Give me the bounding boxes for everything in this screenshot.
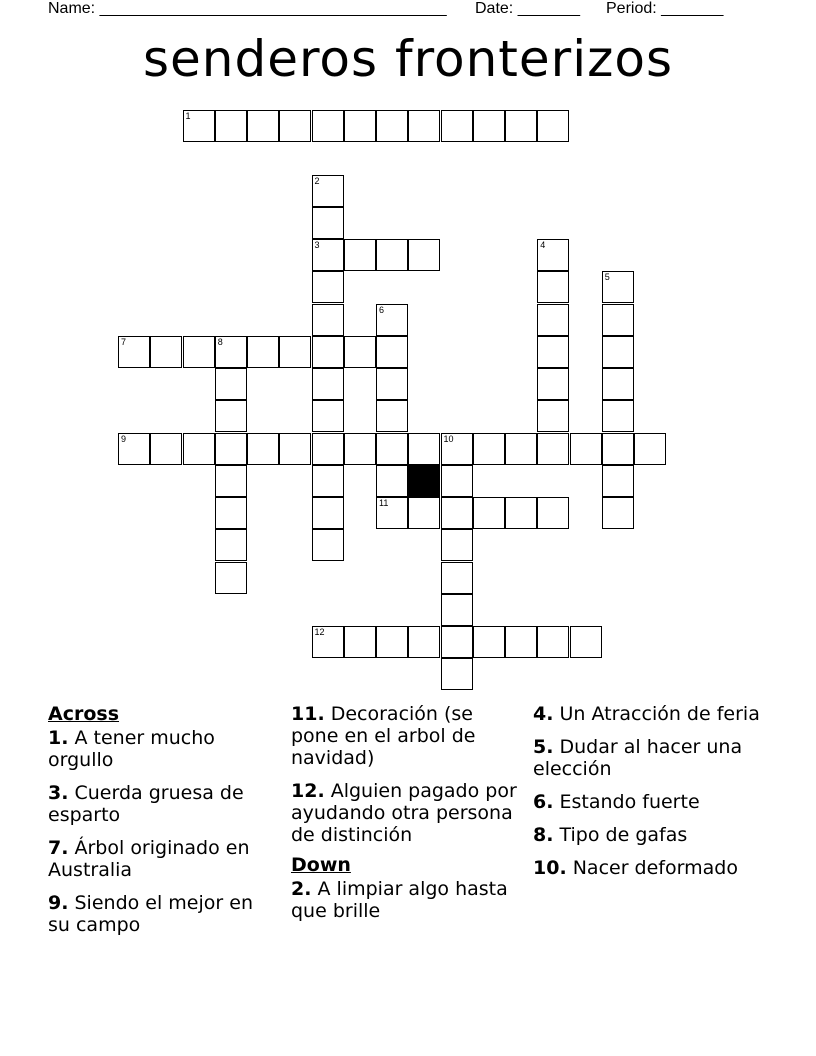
grid-cell[interactable]: [312, 110, 344, 142]
clue-down-4: 4. Un Atracción de feria: [533, 703, 760, 725]
grid-cell[interactable]: [376, 304, 408, 336]
clues-column-2: [291, 703, 526, 933]
grid-cell[interactable]: [312, 239, 344, 271]
grid-cell[interactable]: [312, 433, 344, 465]
puzzle-title: senderos fronterizos: [142, 30, 674, 88]
grid-cell[interactable]: [570, 626, 602, 658]
grid-cell[interactable]: [183, 336, 215, 368]
name-field-label[interactable]: Name: _______________________________________: [48, 0, 447, 17]
grid-cell[interactable]: [505, 497, 537, 529]
clue-text: Cuerda gruesa de esparto: [48, 782, 244, 826]
across-heading: Across: [48, 703, 120, 725]
clue-text: Alguien pagado por ayudando otra persona de distinción: [291, 780, 517, 846]
clue-number: 1: [48, 727, 62, 749]
grid-cell[interactable]: [183, 110, 215, 142]
grid-cell[interactable]: [279, 336, 311, 368]
clue-text: Dudar al hacer una elección: [533, 736, 743, 780]
grid-cell[interactable]: [118, 336, 150, 368]
grid-cell[interactable]: [602, 433, 634, 465]
grid-cell[interactable]: [441, 562, 473, 594]
clue-text: Tipo de gafas: [559, 824, 688, 846]
cell-number: 3: [314, 240, 320, 250]
cell-number: 7: [121, 336, 127, 347]
cell-number: 5: [604, 272, 610, 283]
grid-cell[interactable]: [441, 626, 473, 658]
grid-cell[interactable]: [215, 400, 247, 432]
grid-cell[interactable]: [215, 465, 247, 497]
clues-column-3: [533, 703, 773, 890]
grid-cell[interactable]: [312, 529, 344, 561]
grid-cell[interactable]: [505, 433, 537, 465]
cell-number: 1: [185, 111, 191, 121]
blocked-cell: [408, 465, 440, 497]
grid-cell[interactable]: [602, 465, 634, 497]
grid-cell[interactable]: [150, 433, 182, 465]
grid-cell[interactable]: [376, 497, 408, 529]
grid-cell[interactable]: [537, 626, 569, 658]
grid-cell[interactable]: [344, 626, 376, 658]
grid-cell[interactable]: [215, 529, 247, 561]
clues-column-1: [48, 703, 273, 947]
cell-number: 10: [443, 433, 454, 444]
grid-cell[interactable]: [215, 110, 247, 142]
grid-cell[interactable]: [537, 304, 569, 336]
grid-cell[interactable]: [376, 465, 408, 497]
grid-cell[interactable]: [537, 110, 569, 142]
grid-cell[interactable]: [215, 336, 247, 368]
grid-cell[interactable]: [312, 626, 344, 658]
clue-number: 9: [48, 892, 62, 914]
grid-cell[interactable]: [537, 336, 569, 368]
grid-cell[interactable]: [312, 465, 344, 497]
grid-cell[interactable]: [376, 400, 408, 432]
clue-down-10: 10. Nacer deformado: [533, 857, 738, 879]
grid-cell[interactable]: [344, 433, 376, 465]
cell-number: 6: [379, 304, 385, 315]
cell-number: 11: [379, 498, 389, 508]
grid-cell[interactable]: [408, 433, 440, 465]
grid-cell[interactable]: [473, 497, 505, 529]
clue-text: Siendo el mejor en su campo: [48, 892, 253, 936]
grid-cell[interactable]: [279, 110, 311, 142]
grid-cell[interactable]: [537, 400, 569, 432]
grid-cell[interactable]: [215, 497, 247, 529]
clue-number: 4: [533, 703, 547, 725]
clue-number: 8: [533, 824, 547, 846]
grid-cell[interactable]: [376, 239, 408, 271]
grid-cell[interactable]: [312, 175, 344, 207]
clue-across-11: 11. Decoración (se pone en el arbol de navidad): [291, 703, 476, 769]
clue-number: 6: [533, 791, 547, 813]
grid-cell[interactable]: [312, 207, 344, 239]
grid-cell[interactable]: [441, 529, 473, 561]
grid-cell[interactable]: [376, 336, 408, 368]
clue-across-1: 1. A tener mucho orgullo: [48, 727, 215, 771]
grid-cell[interactable]: [344, 336, 376, 368]
grid-cell[interactable]: [247, 433, 279, 465]
grid-cell[interactable]: [344, 239, 376, 271]
grid-cell[interactable]: [602, 400, 634, 432]
grid-cell[interactable]: [441, 110, 473, 142]
grid-cell[interactable]: [312, 368, 344, 400]
grid-cell[interactable]: [247, 336, 279, 368]
clue-down-2: 2. A limpiar algo hasta que brille: [291, 878, 508, 922]
grid-cell[interactable]: [376, 368, 408, 400]
grid-cell[interactable]: [537, 433, 569, 465]
grid-cell[interactable]: [441, 465, 473, 497]
clue-number: 10: [533, 857, 560, 879]
grid-cell[interactable]: [376, 110, 408, 142]
grid-cell[interactable]: [312, 497, 344, 529]
grid-cell[interactable]: [473, 433, 505, 465]
clue-number: 2: [291, 878, 305, 900]
grid-cell[interactable]: [505, 626, 537, 658]
clue-text: Árbol originado en Australia: [48, 837, 250, 881]
grid-cell[interactable]: [473, 626, 505, 658]
grid-cell[interactable]: [312, 271, 344, 303]
grid-cell[interactable]: [602, 271, 634, 303]
grid-cell[interactable]: [441, 433, 473, 465]
grid-cell[interactable]: [537, 239, 569, 271]
clue-across-3: 3. Cuerda gruesa de esparto: [48, 782, 244, 826]
cell-number: 8: [217, 336, 223, 347]
clue-number: 11: [291, 703, 318, 725]
grid-cell[interactable]: [537, 497, 569, 529]
clue-text: Nacer deformado: [572, 857, 738, 879]
grid-cell[interactable]: [312, 304, 344, 336]
grid-cell[interactable]: [537, 271, 569, 303]
clue-number: 5: [533, 736, 547, 758]
cell-number: 4: [540, 240, 546, 250]
clue-number: 12: [291, 780, 318, 802]
clue-number: 7: [48, 837, 62, 859]
date-field-label[interactable]: Date: _______: [475, 0, 580, 17]
grid-cell[interactable]: [505, 110, 537, 142]
grid-cell[interactable]: [183, 433, 215, 465]
grid-cell[interactable]: [215, 433, 247, 465]
grid-cell[interactable]: [344, 110, 376, 142]
grid-cell[interactable]: [473, 110, 505, 142]
grid-cell[interactable]: [215, 562, 247, 594]
grid-cell[interactable]: [602, 368, 634, 400]
clue-down-5: 5. Dudar al hacer una elección: [533, 736, 743, 780]
grid-cell[interactable]: [376, 626, 408, 658]
grid-cell[interactable]: [118, 433, 150, 465]
clue-down-6: 6. Estando fuerte: [533, 791, 700, 813]
grid-cell[interactable]: [408, 110, 440, 142]
grid-cell[interactable]: [376, 433, 408, 465]
clue-number: 3: [48, 782, 62, 804]
cell-number: 12: [314, 627, 325, 637]
grid-cell[interactable]: [634, 433, 666, 465]
clue-down-8: 8. Tipo de gafas: [533, 824, 688, 846]
grid-cell[interactable]: [441, 658, 473, 690]
grid-cell[interactable]: [247, 110, 279, 142]
grid-cell[interactable]: [602, 336, 634, 368]
cell-number: 2: [314, 175, 320, 186]
clue-text: Decoración (se pone en el arbol de navidad): [291, 703, 476, 769]
clue-text: Un Atracción de feria: [559, 703, 760, 725]
clue-text: Estando fuerte: [559, 791, 700, 813]
grid-cell[interactable]: [441, 497, 473, 529]
grid-cell[interactable]: [312, 336, 344, 368]
clue-across-7: 7. Árbol originado en Australia: [48, 837, 250, 881]
period-field-label[interactable]: Period: _______: [606, 0, 724, 17]
down-heading: Down: [291, 854, 351, 876]
grid-cell[interactable]: [570, 433, 602, 465]
grid-cell[interactable]: [602, 304, 634, 336]
cell-number: 9: [121, 433, 127, 444]
grid-cell[interactable]: [408, 239, 440, 271]
clue-across-12: 12. Alguien pagado por ayudando otra persona de distinción: [291, 780, 517, 846]
grid-cell[interactable]: [215, 368, 247, 400]
clue-across-9: 9. Siendo el mejor en su campo: [48, 892, 253, 936]
grid-cell[interactable]: [602, 497, 634, 529]
grid-cell[interactable]: [408, 497, 440, 529]
grid-cell[interactable]: [537, 368, 569, 400]
grid-cell[interactable]: [441, 594, 473, 626]
grid-cell[interactable]: [279, 433, 311, 465]
grid-cell[interactable]: [408, 626, 440, 658]
clue-text: A tener mucho orgullo: [48, 727, 215, 771]
clue-text: A limpiar algo hasta que brille: [291, 878, 508, 922]
grid-cell[interactable]: [150, 336, 182, 368]
grid-cell[interactable]: [312, 400, 344, 432]
